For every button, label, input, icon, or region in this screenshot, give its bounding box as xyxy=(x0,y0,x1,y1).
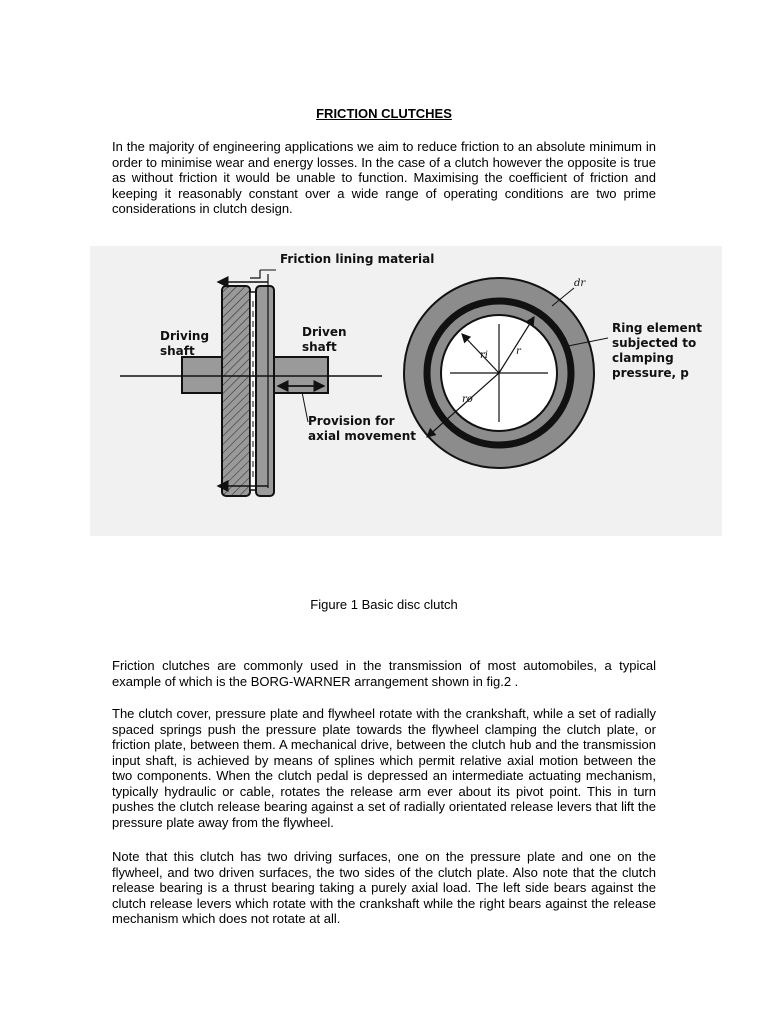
figure-caption: Figure 1 Basic disc clutch xyxy=(310,597,458,612)
driven-disc xyxy=(256,286,274,496)
label-ro: ro xyxy=(462,394,473,405)
label-provision-2: axial movement xyxy=(308,429,416,443)
label-driving-2: shaft xyxy=(160,344,195,358)
driving-disc xyxy=(222,286,250,496)
label-friction-lining: Friction lining material xyxy=(280,252,435,266)
body-paragraph-2: The clutch cover, pressure plate and flywheel rotate with the crankshaft, while a set of radially spaced springs push the pressure plate towards the flywheel clamping the clutch plate, or friction plate, between them. A mechanical drive, between the clutch hub and the transmission input shaft, is achieved by means of splines which permit relative axial motion between the two components. When the clutch pedal is depressed an intermediate actuating mechanism, typically hydraulic or cable, rotates the release arm ever about its pivot point. This in turn pushes the clutch release bearing against a set of radially orientated release levers that lift the pressure plate away from the flywheel. xyxy=(112,706,656,830)
clutch-figure xyxy=(90,246,722,536)
label-ring-4: pressure, p xyxy=(612,366,689,380)
label-ring-2: subjected to xyxy=(612,336,697,350)
label-provision-1: Provision for xyxy=(308,414,395,428)
label-ring-1: Ring element xyxy=(612,321,702,335)
label-driving-1: Driving xyxy=(160,329,210,343)
body-paragraph-3: Note that this clutch has two driving surfaces, one on the pressure plate and one on the flywheel, and two driven surfaces, the two sides of the clutch plate. Also note that the clutch release bearing is a thrust bearing taking a purely axial load. The left side bears against the clutch release levers which rotate with the crankshaft while the right bears against the release mechanism which does not rotate at all. xyxy=(112,849,656,926)
body-paragraph-1: Friction clutches are commonly used in the transmission of most automobiles, a typical example of which is the BORG-WARNER arrangement shown in fig.2 . xyxy=(112,658,656,689)
label-ring-3: clamping xyxy=(612,351,674,365)
driving-shaft xyxy=(182,357,224,393)
label-driven-2: shaft xyxy=(302,340,337,354)
label-driven-1: Driven xyxy=(302,325,347,339)
document-title: FRICTION CLUTCHES xyxy=(316,106,452,121)
label-r: r xyxy=(516,346,521,357)
disc-clutch-section xyxy=(120,252,434,496)
ring-face-view xyxy=(404,278,702,468)
intro-paragraph: In the majority of engineering applications we aim to reduce friction to an absolute minimum in order to minimise wear and energy losses. In the case of a clutch however the opposite is true as without friction it would be unable to function. Maximising the coefficient of friction and keeping it reasonably constant over a wide range of operating conditions are two prime considerations in clutch design. xyxy=(112,139,656,216)
label-ri: ri xyxy=(480,350,488,361)
driven-shaft xyxy=(272,357,328,393)
label-dr: dr xyxy=(574,278,586,289)
clutch-diagram xyxy=(90,246,722,536)
